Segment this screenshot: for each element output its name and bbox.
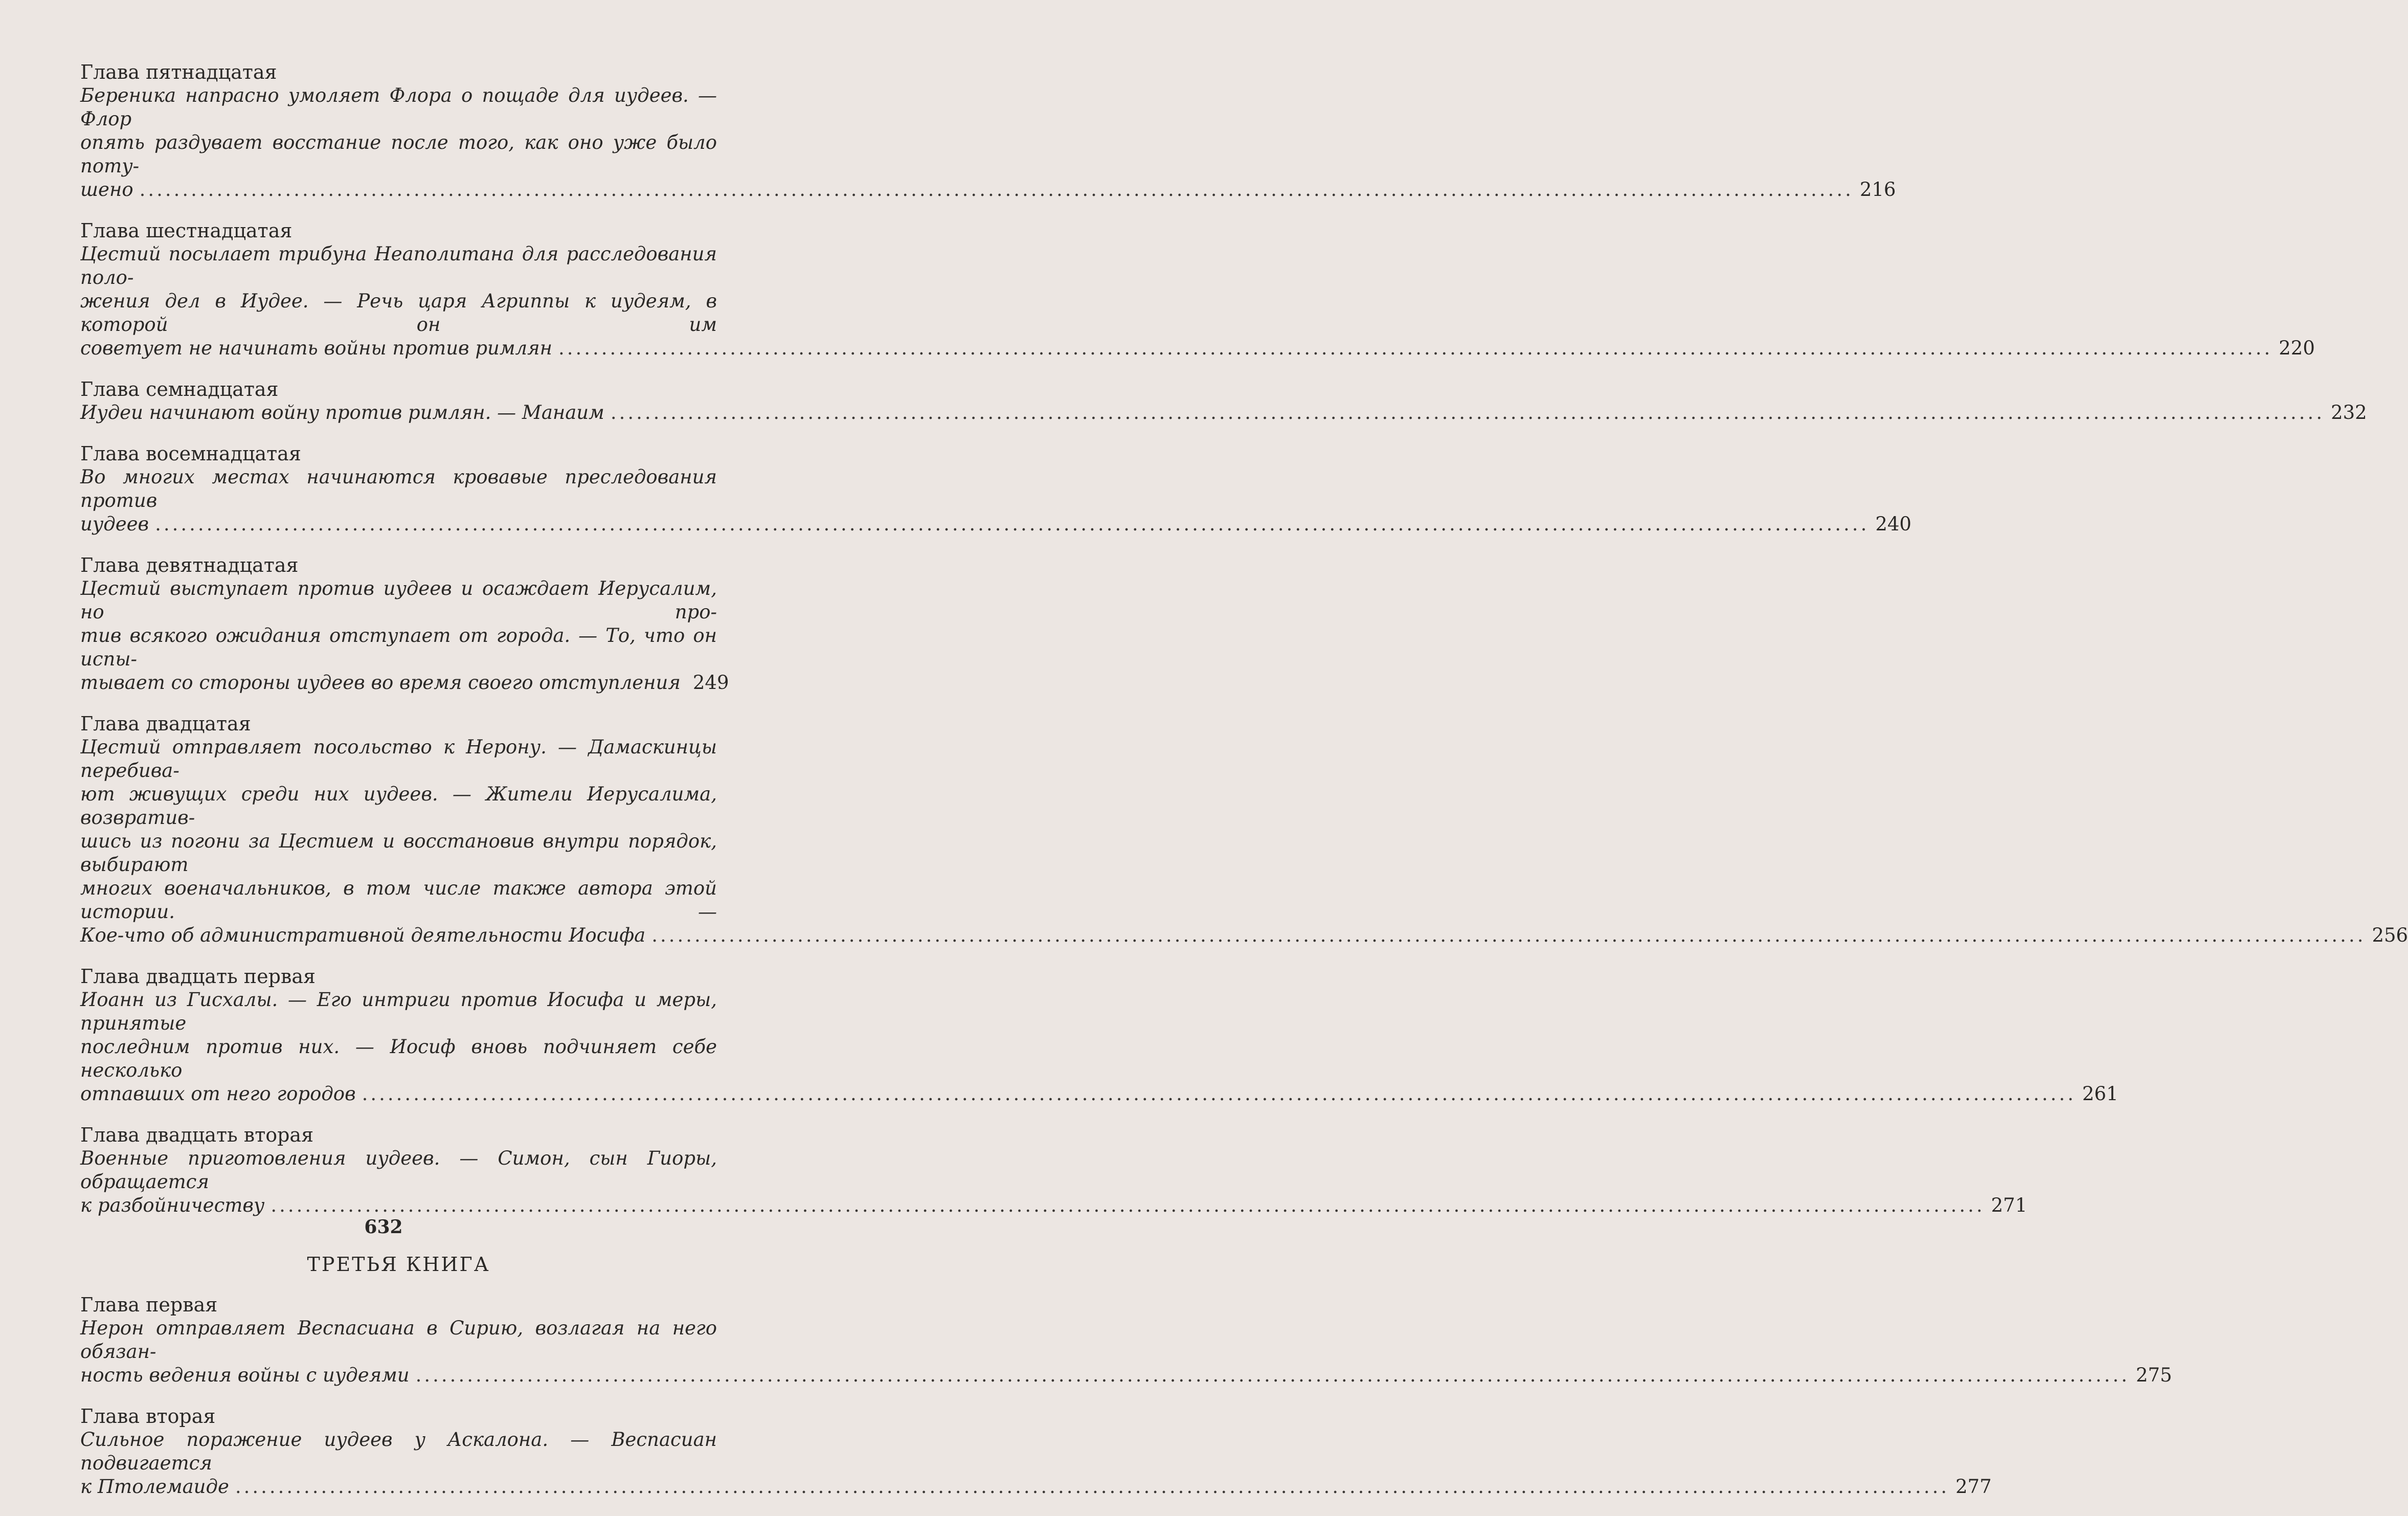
chapter-description-end: Иудеи начинают войну против римлян. — Манаим — [80, 402, 604, 423]
dot-leader: ........................................................................................................................................................................................................ — [651, 924, 2366, 946]
chapter-description-line: ют живущих среди них иудеев. — Жители Иерусалима, возвратив- — [80, 783, 717, 829]
chapter-description-end: советует не начинать войны против римлян — [80, 337, 552, 359]
toc-page — [80, 60, 2408, 1516]
page-ref: 277 — [1955, 1476, 1992, 1498]
chapter-title: Глава девятнадцатая — [80, 554, 299, 576]
chapter-description-end: ность ведения войны с иудеями — [80, 1364, 410, 1386]
page-ref: 256 — [2372, 924, 2408, 946]
chapter-description-end: к разбойничеству — [80, 1194, 265, 1216]
chapter-description-line: последним против них. — Иосиф вновь подчиняет себе несколько — [80, 1036, 717, 1081]
toc-entry — [80, 219, 2315, 360]
toc-entry — [80, 1123, 2028, 1217]
chapter-description-last-line — [80, 337, 2315, 360]
chapter-description-end: тывает со стороны иудеев во время своего отступления — [80, 672, 681, 694]
chapter-title: Глава пятнадцатая — [80, 61, 277, 83]
chapter-description-line: шись из погони за Цестием и восстановив внутри порядок, выбирают — [80, 830, 717, 876]
toc-list-book-two — [80, 60, 2408, 1217]
section-title: ТРЕТЬЯ КНИГА — [307, 1253, 490, 1276]
toc-entry — [80, 712, 2408, 947]
page-number: 632 — [364, 1216, 403, 1238]
chapter-title: Глава двадцать первая — [80, 965, 316, 988]
page-ref: 249 — [692, 672, 729, 694]
chapter-description-line: Военные приготовления иудеев. — Симон, сын Гиоры, обращается — [80, 1147, 717, 1193]
chapter-title: Глава вторая — [80, 1405, 216, 1428]
chapter-description-last-line — [80, 178, 1896, 202]
chapter-description-line: многих военачальников, в том числе также автора этой истории. — — [80, 877, 717, 923]
toc-list-book-three — [80, 1293, 2172, 1499]
chapter-description-end: шено — [80, 179, 133, 200]
chapter-description-last-line — [80, 671, 729, 695]
chapter-description-last-line — [80, 1194, 2028, 1217]
chapter-description-last-line — [80, 401, 2367, 425]
chapter-description-line: Цестий выступает против иудеев и осаждает Иерусалим, но про- — [80, 577, 717, 623]
dot-leader: ........................................................................................................................................................................................................ — [271, 1194, 1985, 1216]
chapter-title: Глава семнадцатая — [80, 378, 279, 400]
chapter-description-last-line — [80, 1475, 1992, 1499]
chapter-description-line: Цестий посылает трибуна Неаполитана для расследования поло- — [80, 243, 717, 288]
chapter-description-last-line — [80, 1082, 2119, 1106]
page-ref: 271 — [1991, 1194, 2028, 1216]
toc-entry — [80, 553, 729, 695]
dot-leader: ........................................................................................................................................................................................................ — [362, 1083, 2076, 1105]
chapter-title: Глава двадцать вторая — [80, 1124, 314, 1146]
dot-leader: ........................................................................................................................................................................................................ — [235, 1476, 1950, 1498]
chapter-title: Глава первая — [80, 1294, 218, 1316]
chapter-description-line: Во многих местах начинаются кровавые преследования против — [80, 466, 717, 511]
dot-leader: ........................................................................................................................................................................................................ — [139, 179, 1854, 200]
chapter-description-line: тив всякого ожидания отступает от города. — То, что он испы- — [80, 625, 717, 670]
chapter-description-last-line — [80, 512, 1911, 536]
chapter-description-line: опять раздувает восстание после того, как оно уже было поту- — [80, 131, 717, 177]
page-ref: 216 — [1859, 179, 1896, 200]
page-ref: 275 — [2135, 1364, 2172, 1386]
toc-entry — [80, 1404, 1992, 1499]
chapter-description-line: Цестий отправляет посольство к Нерону. — Дамаскинцы перебива- — [80, 736, 717, 782]
chapter-description-line: Береника напрасно умоляет Флора о пощаде для иудеев. — Флор — [80, 84, 717, 130]
toc-entry — [80, 1293, 2172, 1387]
chapter-description-last-line — [80, 1364, 2172, 1387]
chapter-title: Глава восемнадцатая — [80, 442, 301, 465]
dot-leader: ........................................................................................................................................................................................................ — [558, 337, 2273, 359]
toc-entry — [80, 965, 2119, 1106]
chapter-description-end: отпавших от него городов — [80, 1083, 356, 1105]
chapter-description-line: жения дел в Иудее. — Речь царя Агриппы к иудеям, в которой он им — [80, 290, 717, 336]
dot-leader: ........................................................................................................................................................................................................ — [610, 402, 2325, 423]
toc-entry — [80, 60, 1896, 202]
chapter-description-end: к Птолемаиде — [80, 1476, 229, 1498]
toc-entry — [80, 377, 2367, 425]
dot-leader: ........................................................................................................................................................................................................ — [415, 1364, 2130, 1386]
dot-leader: ........................................................................................................................................................................................................ — [155, 513, 1870, 535]
page-ref: 220 — [2279, 337, 2315, 359]
chapter-description-end: иудеев — [80, 513, 149, 535]
chapter-description-line: Нерон отправляет Веспасиана в Сирию, возлагая на него обязан- — [80, 1317, 717, 1363]
page-ref: 240 — [1875, 513, 1911, 535]
chapter-title: Глава двадцатая — [80, 712, 251, 735]
toc-entry — [80, 442, 1911, 536]
chapter-title: Глава шестнадцатая — [80, 219, 292, 242]
page-ref: 261 — [2082, 1083, 2119, 1105]
chapter-description-end: Кое-что об административной деятельности Иосифа — [80, 924, 646, 946]
chapter-description-line: Сильное поражение иудеев у Аскалона. — Веспасиан подвигается — [80, 1429, 717, 1474]
page-ref: 232 — [2331, 402, 2367, 423]
chapter-description-line: Иоанн из Гисхалы. — Его интриги против Иосифа и меры, принятые — [80, 989, 717, 1034]
chapter-description-last-line — [80, 924, 2408, 947]
